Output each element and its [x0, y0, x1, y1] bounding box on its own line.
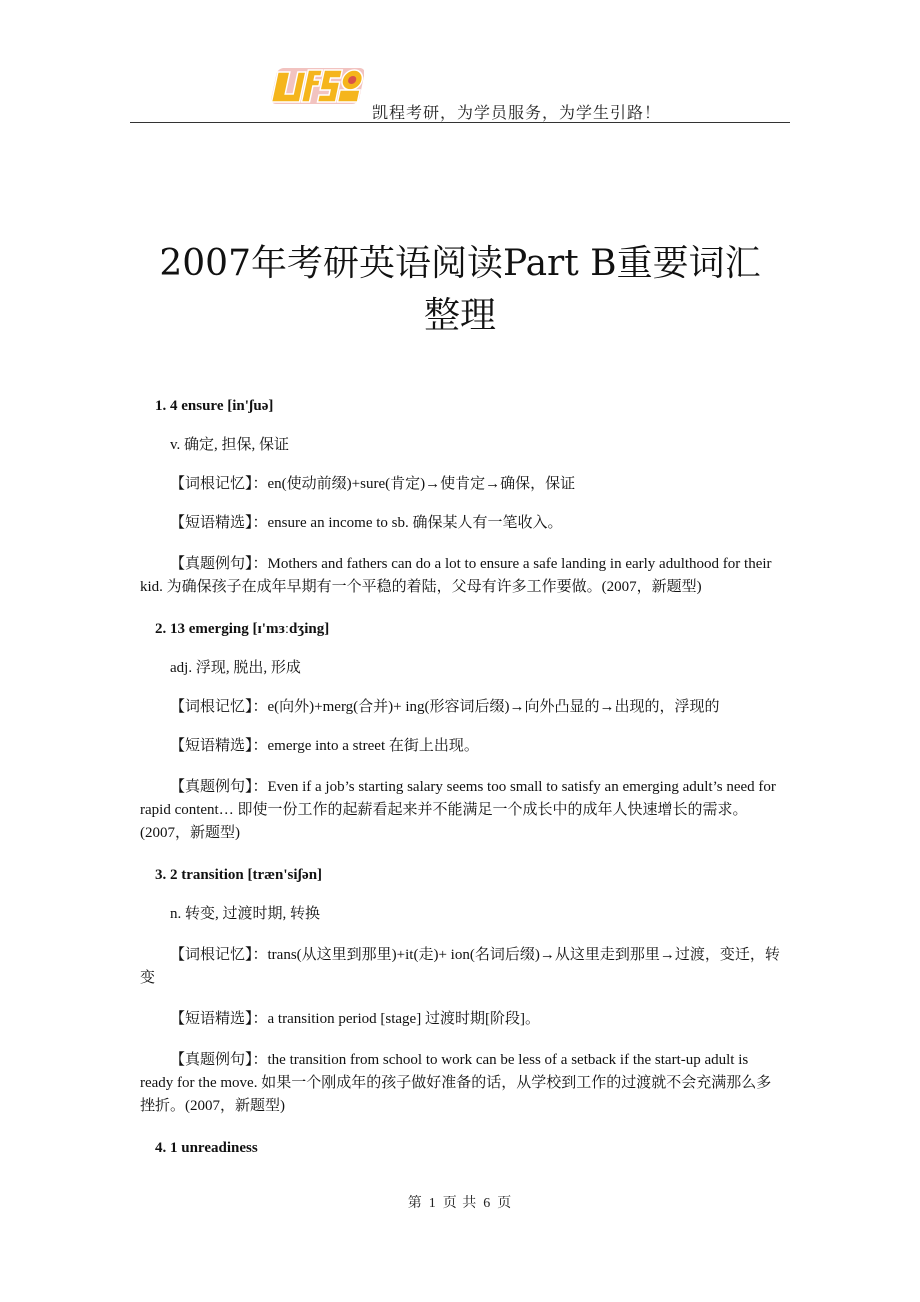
document-title — [130, 238, 790, 342]
header-slogan: 凯程考研，为学员服务，为学生引路！ — [372, 105, 662, 122]
entry-phrase — [140, 514, 785, 533]
entry-example — [140, 553, 785, 599]
root-memory-text: en(使动前缀)+sure(肯定)→使肯定→确保，保证 — [267, 476, 576, 492]
entry-phrase — [140, 1010, 785, 1029]
entry-heading: 1. 4 ensure [in'ʃuə] — [155, 398, 274, 414]
page-label-pre: 第 — [407, 1196, 423, 1211]
entry-heading: 2. 13 emerging [ɪ'mɜːdʒing] — [155, 621, 330, 637]
phrase-text: ensure an income to sb. 确保某人有一笔收入。 — [267, 515, 563, 531]
root-memory-text: e(向外)+merg(合并)+ ing(形容词后缀)→向外凸显的→出现的，浮现的 — [267, 699, 720, 715]
entry-example — [140, 776, 785, 845]
entry-heading: 3. 2 transition [træn'siʃən] — [155, 867, 323, 883]
entry-root-memory — [140, 944, 785, 990]
entry-heading: 4. 1 unreadiness — [155, 1140, 258, 1156]
root-memory-tag: 【词根记忆】： — [170, 699, 268, 715]
entry-root-memory — [140, 475, 785, 494]
vocab-entry-transition — [140, 865, 785, 1118]
vocabulary-list — [140, 396, 785, 1178]
phrase-tag: 【短语精选】： — [170, 515, 268, 531]
page-total: 6 — [483, 1196, 492, 1211]
entry-root-memory — [140, 698, 785, 717]
page-header — [130, 62, 790, 124]
example-tag: 【真题例句】： — [170, 1052, 268, 1068]
title-line-1: 2007年考研英语阅读Part B重要词汇 — [159, 243, 761, 284]
page-label-mid: 页 共 — [442, 1196, 478, 1211]
vocab-entry-ensure — [140, 396, 785, 599]
phrase-tag: 【短语精选】： — [170, 1011, 268, 1027]
entry-phrase — [140, 737, 785, 756]
example-text: the transition from school to work can be less of a setback if the start-up adult is ready for the move. 如果一个刚成年的孩子做好准备的话，从学校到工作的过渡就不会充满那么多挫折。(2007，新题型) — [140, 1052, 772, 1114]
example-text: Mothers and fathers can do a lot to ensure a safe landing in early adulthood for their kid. 为确保孩子在成年早期有一个平稳的着陆，父母有许多工作要做。(2007，新题型) — [140, 556, 772, 595]
example-tag: 【真题例句】： — [170, 556, 268, 572]
vocab-entry-emerging — [140, 619, 785, 845]
example-tag: 【真题例句】： — [170, 779, 268, 795]
phrase-tag: 【短语精选】： — [170, 738, 268, 754]
entry-part-of-speech: adj. 浮现, 脱出, 形成 — [170, 660, 301, 676]
title-line-2: 整理 — [423, 295, 496, 336]
root-memory-tag: 【词根记忆】： — [170, 947, 268, 963]
entry-part-of-speech: n. 转变, 过渡时期, 转换 — [170, 906, 321, 922]
kaichen-logo — [268, 62, 364, 110]
example-text: Even if a job’s starting salary seems too small to satisfy an emerging adult’s need for rapid content… 即使一份工作的起薪看起来并不能满足一个成长中的成年人快速增长的需求。(2007，新题型) — [140, 779, 776, 841]
phrase-text: a transition period [stage] 过渡时期[阶段]。 — [267, 1011, 540, 1027]
phrase-text: emerge into a street 在街上出现。 — [267, 738, 479, 754]
entry-example — [140, 1049, 785, 1118]
root-memory-tag: 【词根记忆】： — [170, 476, 268, 492]
entry-part-of-speech: v. 确定, 担保, 保证 — [170, 437, 290, 453]
page-label-post: 页 — [497, 1196, 513, 1211]
header-divider — [130, 122, 790, 123]
vocab-entry-unreadiness — [140, 1138, 785, 1158]
page-footer — [0, 1192, 920, 1212]
root-memory-text: trans(从这里到那里)+it(走)+ ion(名词后缀)→从这里走到那里→过渡，变迁，转变 — [140, 947, 780, 986]
page-current: 1 — [428, 1196, 437, 1211]
